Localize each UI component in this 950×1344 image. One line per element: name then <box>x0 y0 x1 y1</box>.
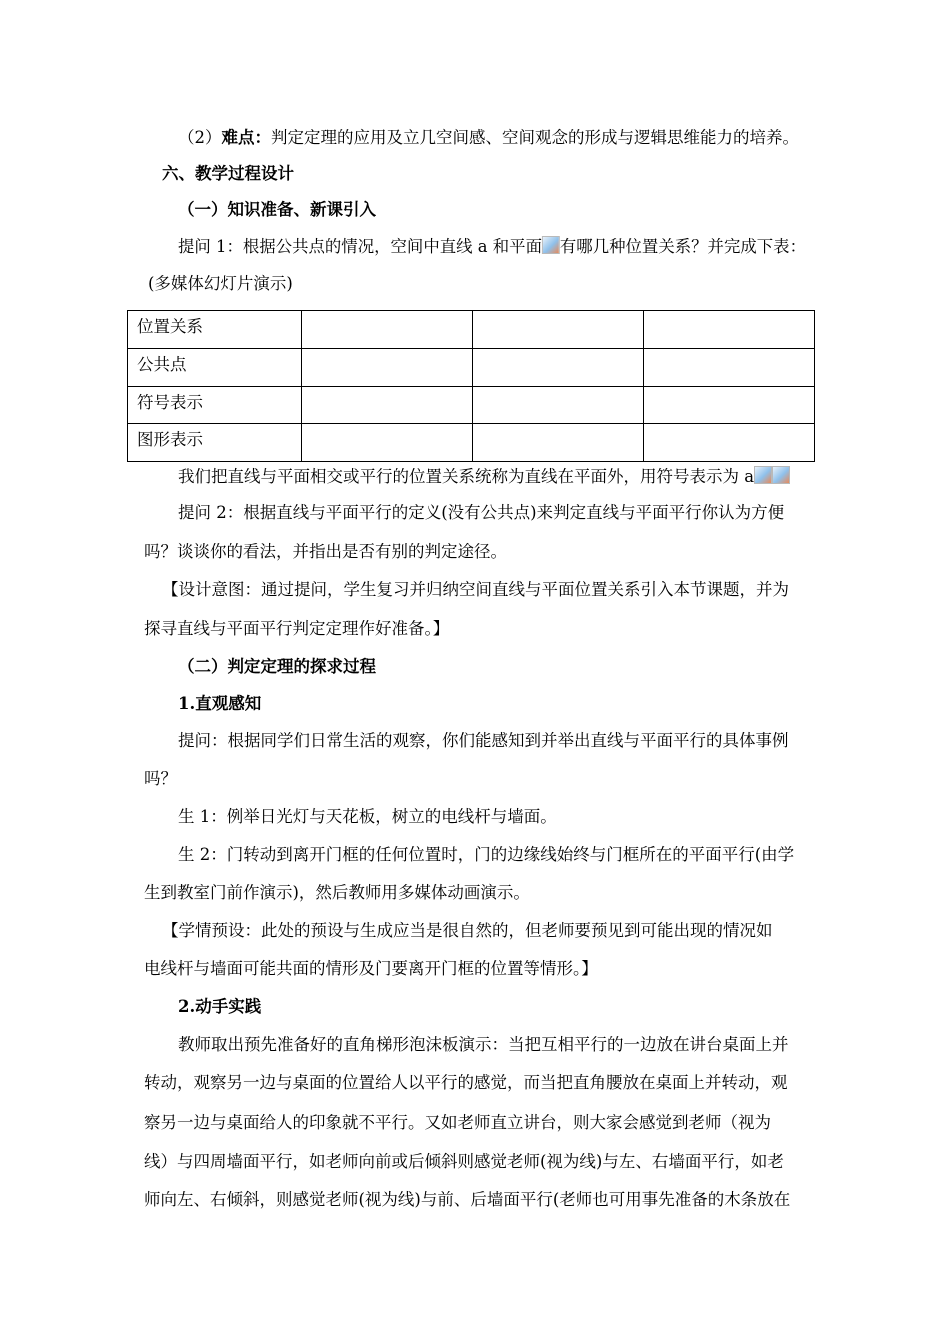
question-2-line-2: 吗？谈谈你的看法，并指出是否有别的判定途径。 <box>144 542 507 561</box>
table-cell <box>473 386 644 424</box>
table-row-label: 公共点 <box>128 348 302 386</box>
student-2-answer-line-2: 生到教室门前作演示)，然后教师用多媒体动画演示。 <box>144 883 530 902</box>
table-cell <box>473 348 644 386</box>
table-row-label: 符号表示 <box>128 386 302 424</box>
plane-symbol-icon <box>542 236 560 254</box>
table-cell <box>473 424 644 462</box>
table-row-label: 位置关系 <box>128 311 302 349</box>
table-row <box>128 386 815 424</box>
table-cell <box>644 424 815 462</box>
position-relation-table <box>127 310 815 462</box>
outside-plane-statement <box>178 466 790 487</box>
student-2-answer-line-1: 生 2：门转动到离开门框的任何位置时，门的边缘线始终与门框所在的平面平行(由学 <box>178 845 795 864</box>
table-row <box>128 311 815 349</box>
table-cell <box>302 348 473 386</box>
practice-line-4: 线）与四周墙面平行，如老师向前或后倾斜则感觉老师(视为线)与左、右墙面平行，如老 <box>144 1152 784 1171</box>
step-heading-2: 2.动手实践 <box>178 997 262 1016</box>
table-row-label: 图形表示 <box>128 424 302 462</box>
difficulty-line <box>178 128 799 148</box>
practice-line-3: 察另一边与桌面给人的印象就不平行。又如老师直立讲台，则大家会感觉到老师（视为 <box>144 1113 771 1132</box>
student-1-answer: 生 1：例举日光灯与天花板，树立的电线杆与墙面。 <box>178 807 557 826</box>
outside-symbol-icon <box>772 466 790 484</box>
question-3-line-1: 提问：根据同学们日常生活的观察，你们能感知到并举出直线与平面平行的具体事例 <box>178 731 789 750</box>
table-cell <box>302 311 473 349</box>
design-intent-line-2: 探寻直线与平面平行判定定理作好准备。】 <box>144 619 450 638</box>
table-cell <box>302 424 473 462</box>
question-1-text-a: 提问 1：根据公共点的情况，空间中直线 a 和平面 <box>178 237 542 256</box>
subsection-heading-1: （一）知识准备、新课引入 <box>178 200 376 219</box>
table-cell <box>302 386 473 424</box>
outside-symbol-icon <box>754 466 772 484</box>
practice-line-1: 教师取出预先准备好的直角梯形泡沫板演示：当把互相平行的一边放在讲台桌面上并 <box>178 1035 789 1054</box>
table-cell <box>644 348 815 386</box>
section-heading-6: 六、教学过程设计 <box>162 164 294 183</box>
table-cell <box>644 311 815 349</box>
question-1 <box>178 236 806 257</box>
table-cell <box>473 311 644 349</box>
question-1-text-b: 有哪几种位置关系？并完成下表： <box>559 237 806 256</box>
step-heading-1: 1.直观感知 <box>178 694 262 713</box>
table-row <box>128 424 815 462</box>
design-intent-line-1: 【设计意图：通过提问，学生复习并归纳空间直线与平面位置关系引入本节课题，并为 <box>162 580 789 599</box>
question-2-line-1: 提问 2：根据直线与平面平行的定义(没有公共点)来判定直线与平面平行你认为方便 <box>178 503 785 522</box>
difficulty-text: 判定定理的应用及立几空间感、空间观念的形成与逻辑思维能力的培养。 <box>271 128 799 147</box>
practice-line-2: 转动，观察另一边与桌面的位置给人以平行的感觉，而当把直角腰放在桌面上并转动，观 <box>144 1073 788 1092</box>
question-3-line-2: 吗？ <box>144 769 177 788</box>
subsection-heading-2: （二）判定定理的探求过程 <box>178 657 376 676</box>
learning-preset-line-2: 电线杆与墙面可能共面的情形及门要离开门框的位置等情形。】 <box>144 959 598 978</box>
outside-plane-text: 我们把直线与平面相交或平行的位置关系统称为直线在平面外，用符号表示为 a <box>178 467 755 486</box>
table-row <box>128 348 815 386</box>
difficulty-label: 难点： <box>221 128 271 147</box>
difficulty-prefix: （2） <box>178 128 222 147</box>
multimedia-note: (多媒体幻灯片演示) <box>148 274 293 293</box>
learning-preset-line-1: 【学情预设：此处的预设与生成应当是很自然的，但老师要预见到可能出现的情况如 <box>162 921 773 940</box>
table-cell <box>644 386 815 424</box>
practice-line-5: 师向左、右倾斜，则感觉老师(视为线)与前、后墙面平行(老师也可用事先准备的木条放在 <box>144 1190 791 1209</box>
